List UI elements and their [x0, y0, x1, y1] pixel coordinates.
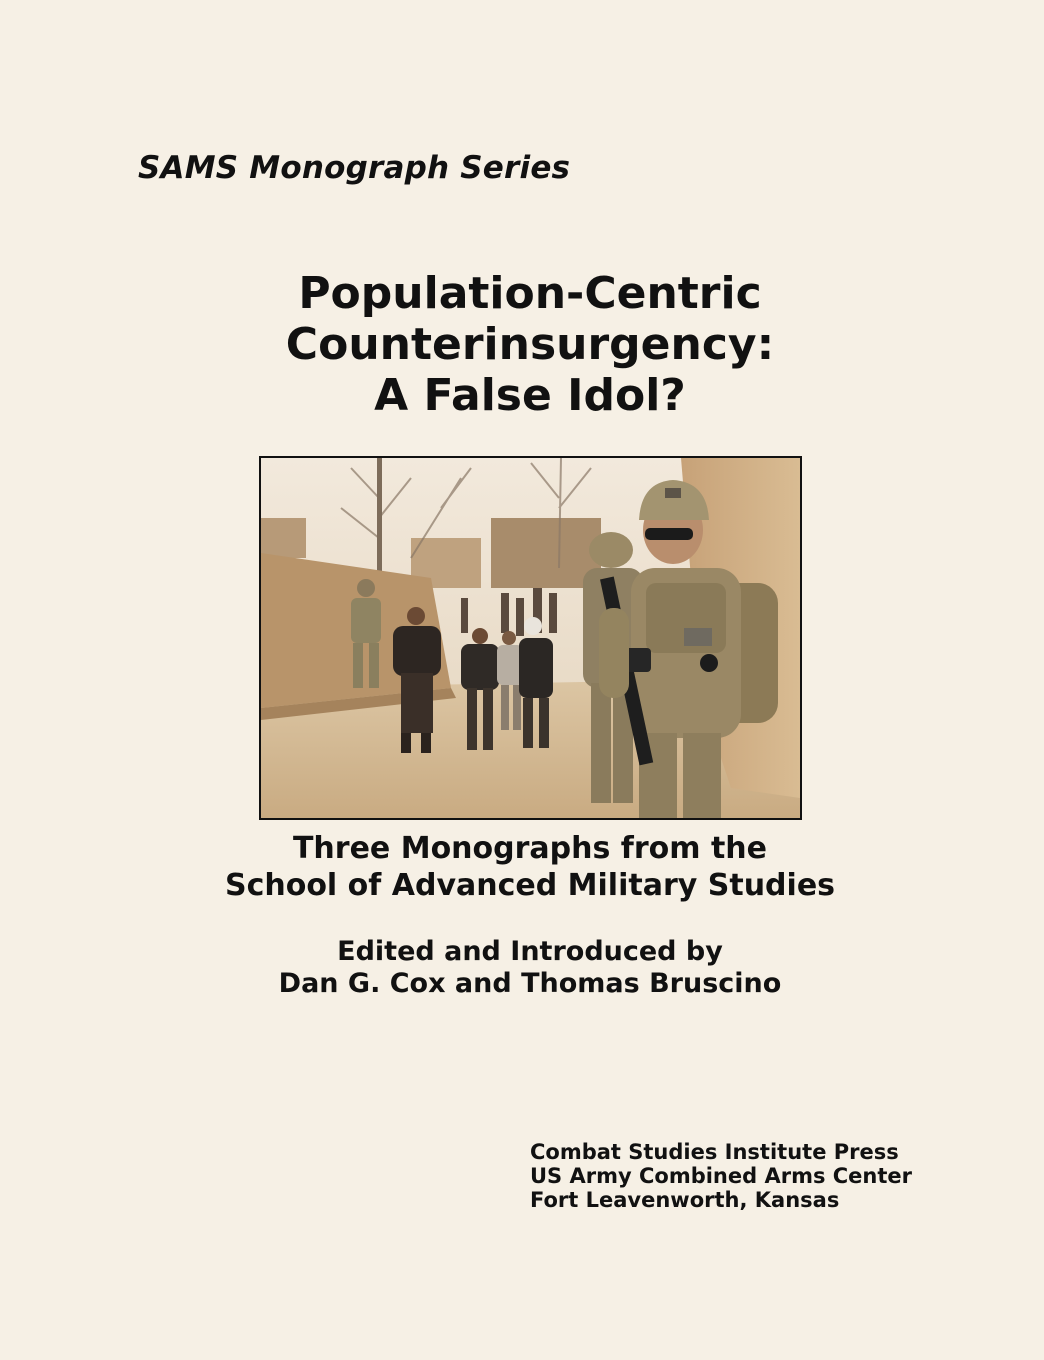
publisher-line-2: US Army Combined Arms Center: [530, 1164, 913, 1188]
title-line-2: Counterinsurgency:: [285, 319, 775, 370]
editors-line-1: Edited and Introduced by: [337, 936, 723, 967]
book-title: [0, 268, 1044, 421]
cover-photo: [259, 456, 802, 820]
book-subtitle: [0, 830, 1044, 904]
editors-line-2: Dan G. Cox and Thomas Bruscino: [278, 968, 782, 999]
subtitle-line-2: School of Advanced Military Studies: [224, 868, 836, 903]
title-line-3: A False Idol?: [374, 370, 686, 421]
publisher-block: [530, 1140, 912, 1212]
editors-credit: [0, 936, 1044, 1000]
publisher-line-1: Combat Studies Institute Press: [530, 1140, 899, 1164]
series-name: SAMS Monograph Series: [138, 150, 571, 186]
publisher-line-3: Fort Leavenworth, Kansas: [530, 1188, 840, 1212]
subtitle-line-1: Three Monographs from the: [292, 831, 768, 866]
title-line-1: Population-Centric: [298, 268, 762, 319]
soldiers-photo-illustration: [261, 458, 800, 818]
